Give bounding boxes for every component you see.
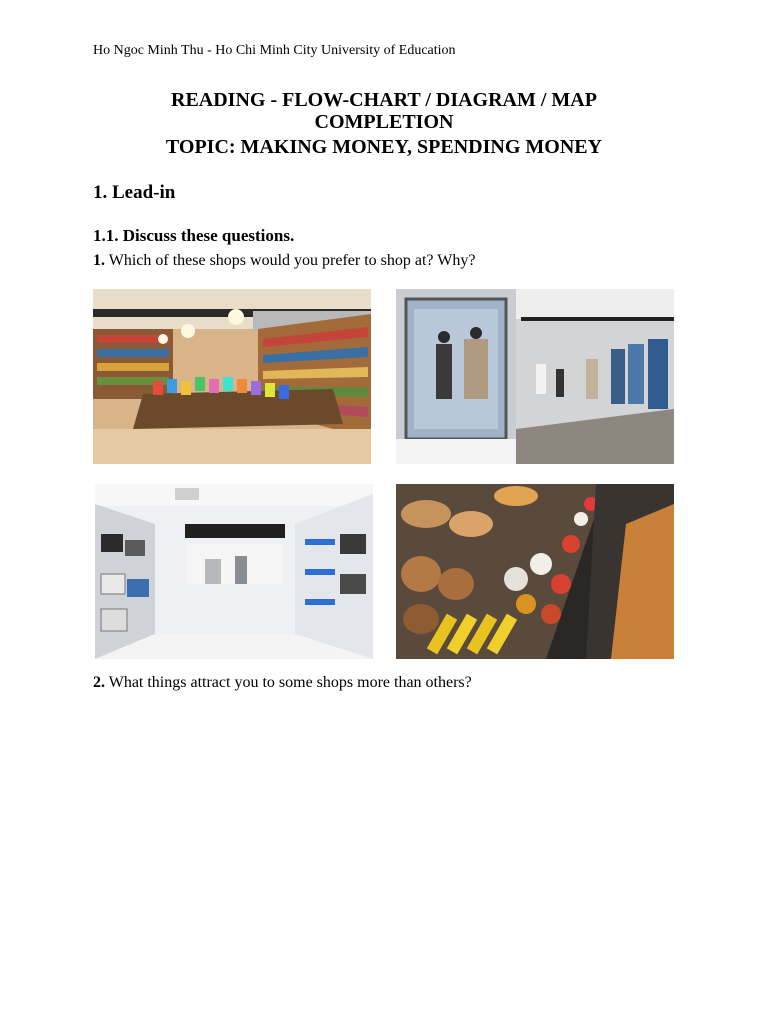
electronics-store-photo [95,484,373,659]
question-1-number: 1. [93,252,105,269]
title-line-2: COMPLETION [314,111,454,133]
topic-title: TOPIC: MAKING MONEY, SPENDING MONEY [165,136,603,158]
page-header: Ho Ngoc Minh Thu - Ho Chi Minh City University of Education [93,43,456,58]
question-2-number: 2. [93,674,105,691]
document-title [93,89,675,133]
bookstore-photo [93,289,371,464]
question-1 [93,252,475,270]
question-2-text: What things attract you to some shops more than others? [105,674,472,691]
bakery-display-photo [396,484,674,659]
question-2 [93,674,472,692]
title-line-1: READING - FLOW-CHART / DIAGRAM / MAP [171,89,597,111]
section-heading: 1. Lead-in [93,182,176,203]
question-1-text: Which of these shops would you prefer to shop at? Why? [105,252,476,269]
subsection-heading: 1.1. Discuss these questions. [93,226,295,245]
clothing-store-photo [396,289,674,464]
